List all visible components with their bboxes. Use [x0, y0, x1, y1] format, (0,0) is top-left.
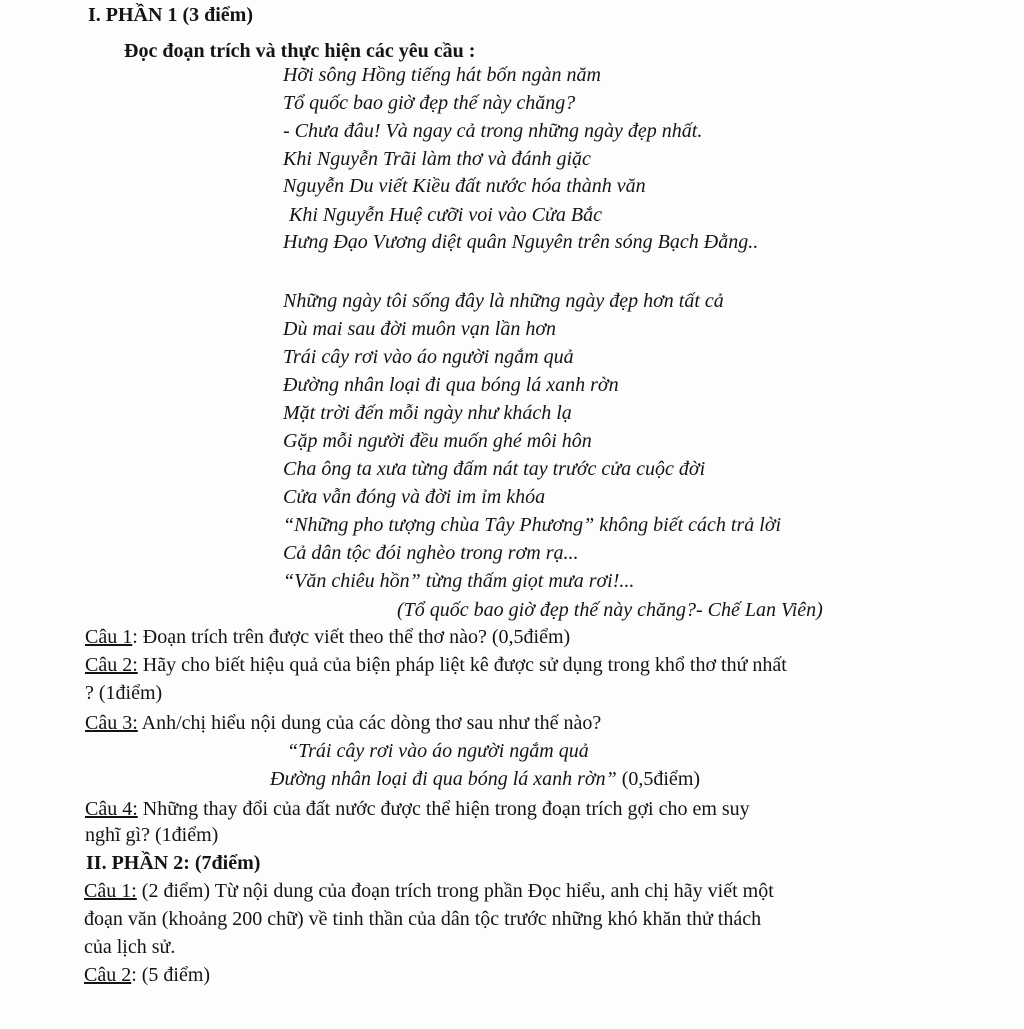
question-1 — [85, 624, 570, 650]
question-1-text: : Đoạn trích trên được viết theo thể thơ nào? (0,5điểm) — [132, 626, 571, 648]
question-1-label: Câu 1 — [85, 626, 133, 648]
task-1 — [84, 878, 774, 904]
section-2-heading: II. PHẦN 2: (7điểm) — [86, 852, 261, 874]
poem-line: Hỡi sông Hồng tiếng hát bốn ngàn năm — [283, 64, 601, 86]
task-1-continued: đoạn văn (khoảng 200 chữ) về tinh thần của dân tộc trước những khó khăn thử thách — [84, 908, 762, 930]
task-2 — [84, 962, 210, 988]
poem-line: Gặp mỗi người đều muốn ghé môi hôn — [283, 430, 592, 452]
poem-line: Nguyễn Du viết Kiều đất nước hóa thành văn — [283, 175, 646, 197]
question-3-quote-line — [270, 766, 700, 792]
poem-line: Hưng Đạo Vương diệt quân Nguyên trên sóng Bạch Đằng.. — [283, 231, 759, 253]
question-2-continued: ? (1điểm) — [85, 682, 163, 704]
task-1-label: Câu 1: — [84, 880, 137, 902]
poem-line: “Văn chiêu hồn” từng thấm giọt mưa rơi!... — [283, 570, 635, 592]
question-2-label: Câu 2: — [85, 654, 138, 676]
poem-line: Cả dân tộc đói nghèo trong rơm rạ... — [283, 542, 579, 564]
poem-line: “Những pho tượng chùa Tây Phương” không biết cách trả lời — [283, 514, 782, 536]
poem-line: Trái cây rơi vào áo người ngắm quả — [283, 346, 574, 368]
poem-line: Những ngày tôi sống đây là những ngày đẹp hơn tất cả — [283, 290, 724, 312]
question-4-text: Những thay đổi của đất nước được thể hiện trong đoạn trích gợi cho em suy — [137, 798, 750, 820]
question-3 — [85, 710, 601, 736]
poem-line: Khi Nguyễn Trãi làm thơ và đánh giặc — [283, 148, 591, 170]
question-3-quote-text: Đường nhân loại đi qua bóng lá xanh rờn” — [270, 768, 617, 790]
poem-line: - Chưa đâu! Và ngay cả trong những ngày đẹp nhất. — [283, 120, 703, 142]
question-4 — [85, 796, 750, 822]
section-1-heading: I. PHẦN 1 (3 điểm) — [88, 4, 253, 26]
question-4-continued: nghĩ gì? (1điểm) — [85, 824, 219, 846]
question-3-quote-line: “Trái cây rơi vào áo người ngắm quả — [287, 740, 589, 762]
task-1-text: (2 điểm) Từ nội dung của đoạn trích trong phần Đọc hiểu, anh chị hãy viết một — [136, 880, 774, 902]
poem-line: Cửa vẫn đóng và đời im ỉm khóa — [283, 486, 546, 508]
poem-line: Khi Nguyễn Huệ cưỡi voi vào Cửa Bắc — [289, 204, 602, 226]
question-3-text: Anh/chị hiểu nội dung của các dòng thơ sau như thế nào? — [137, 712, 602, 734]
question-3-points: (0,5điểm) — [616, 768, 701, 790]
question-2-text: Hãy cho biết hiệu quả của biện pháp liệt kê được sử dụng trong khổ thơ thứ nhất — [137, 654, 787, 676]
poem-source: (Tổ quốc bao giờ đẹp thế này chăng?- Chế Lan Viên) — [397, 599, 823, 621]
task-1-continued: của lịch sử. — [84, 936, 176, 958]
poem-line: Mặt trời đến mỗi ngày như khách lạ — [283, 402, 572, 424]
task-2-text: : (5 điểm) — [131, 964, 211, 986]
question-4-label: Câu 4: — [85, 798, 138, 820]
section-1-instruction: Đọc đoạn trích và thực hiện các yêu cầu : — [124, 40, 476, 62]
question-3-label: Câu 3: — [85, 712, 138, 734]
poem-line: Dù mai sau đời muôn vạn lần hơn — [283, 318, 557, 340]
poem-line: Cha ông ta xưa từng đấm nát tay trước cửa cuộc đời — [283, 458, 706, 480]
question-2 — [85, 652, 787, 678]
task-2-label: Câu 2 — [84, 964, 132, 986]
poem-line: Đường nhân loại đi qua bóng lá xanh rờn — [283, 374, 619, 396]
poem-line: Tổ quốc bao giờ đẹp thế này chăng? — [283, 92, 576, 114]
